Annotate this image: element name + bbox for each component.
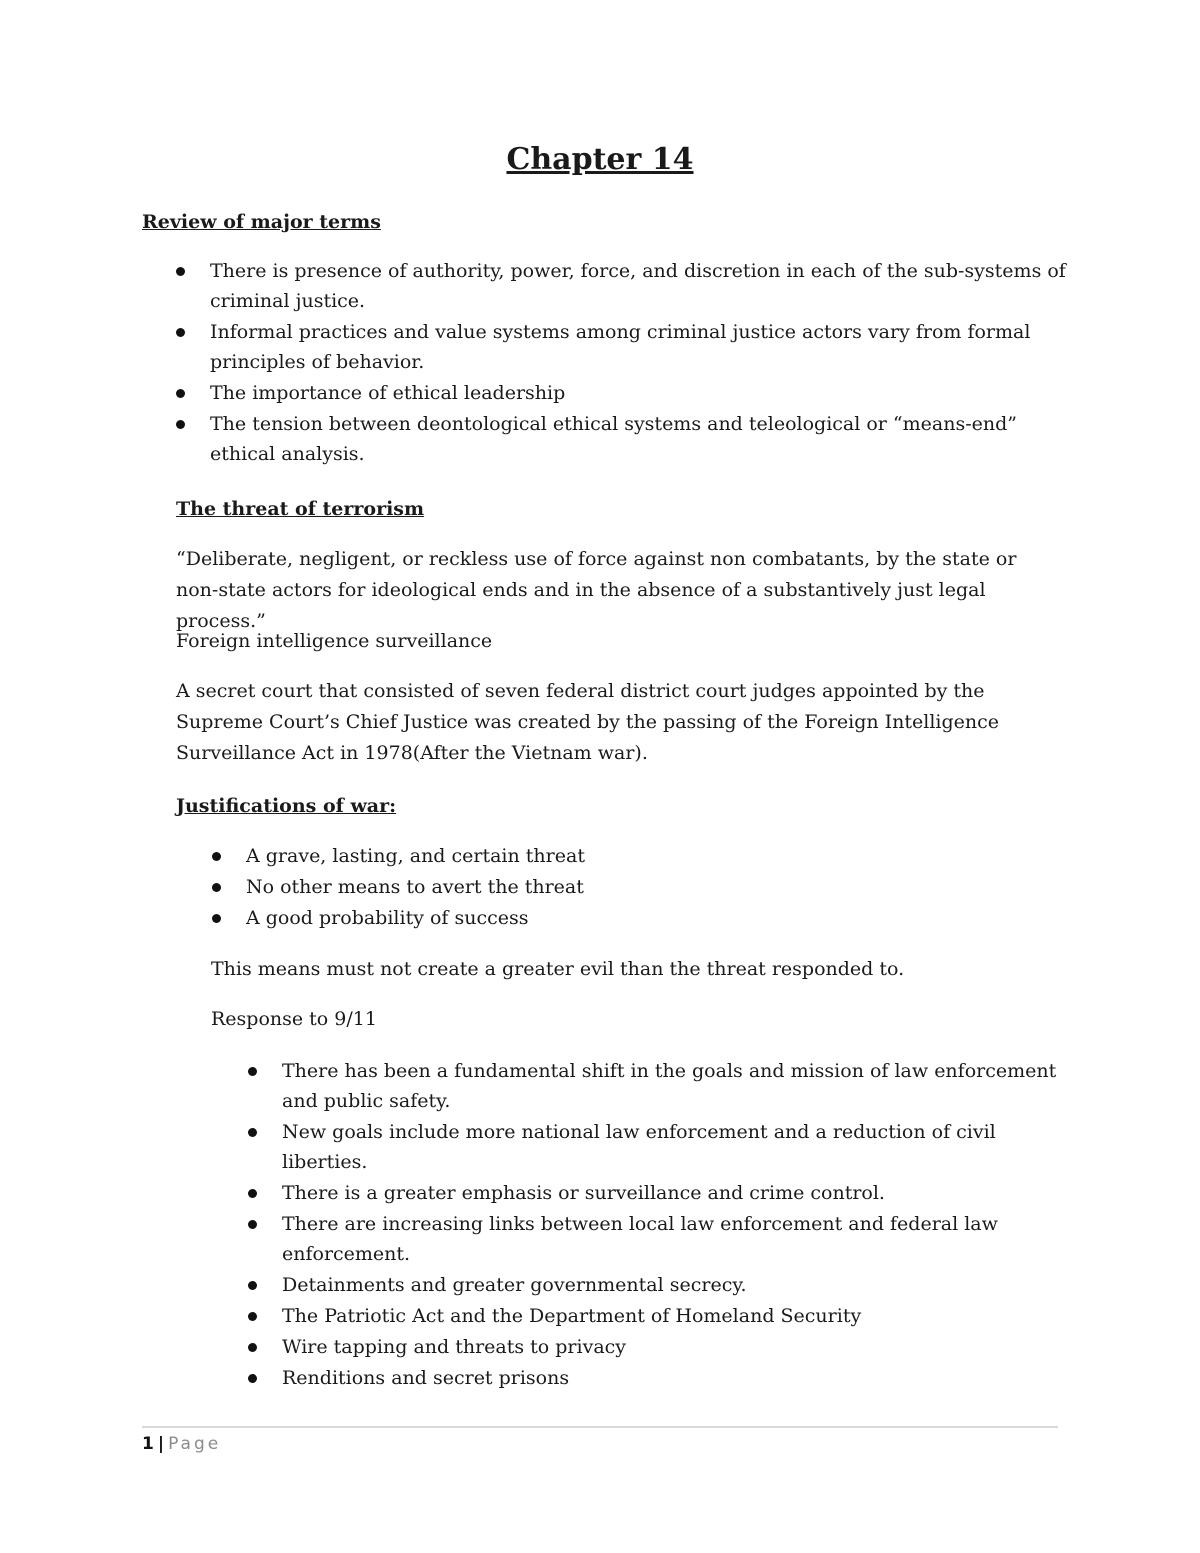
review-heading: Review of major terms <box>142 211 381 233</box>
war-list <box>246 841 1046 934</box>
response-heading: Response to 9/11 <box>211 1008 377 1030</box>
list-item: There is presence of authority, power, force, and discretion in each of the sub-systems of criminal justice. <box>210 256 1070 316</box>
footer-separator: | <box>157 1434 165 1454</box>
war-heading: Justifications of war: <box>176 795 397 817</box>
list-item: There is a greater emphasis or surveillance and crime control. <box>282 1178 1062 1208</box>
page-footer <box>142 1434 221 1454</box>
list-item: Renditions and secret prisons <box>282 1363 1062 1393</box>
list-item: A good probability of success <box>246 903 1046 933</box>
list-item: The importance of ethical leadership <box>210 378 1070 408</box>
list-item: There are increasing links between local law enforcement and federal law enforcement. <box>282 1209 1062 1269</box>
terrorism-definition: “Deliberate, negligent, or reckless use of force against non combatants, by the state or non-state actors for ideological ends and in the absence of a substantively just legal process.” <box>176 548 1017 632</box>
war-note: This means must not create a greater evil than the threat responded to. <box>211 958 905 980</box>
list-item: New goals include more national law enforcement and a reduction of civil liberties. <box>282 1117 1062 1177</box>
list-item: There has been a fundamental shift in the goals and mission of law enforcement and public safety. <box>282 1056 1062 1116</box>
list-item: Detainments and greater governmental secrecy. <box>282 1270 1062 1300</box>
page-label: Page <box>168 1434 222 1454</box>
page-title: Chapter 14 <box>506 142 694 177</box>
list-item: No other means to avert the threat <box>246 872 1046 902</box>
response-list <box>282 1056 1062 1394</box>
list-item: Wire tapping and threats to privacy <box>282 1332 1062 1362</box>
list-item: A grave, lasting, and certain threat <box>246 841 1046 871</box>
page-number: 1 <box>142 1434 154 1454</box>
review-list <box>210 256 1070 470</box>
list-item: The tension between deontological ethical systems and teleological or “means-end” ethical analysis. <box>210 409 1070 469</box>
surveillance-heading: Foreign intelligence surveillance <box>176 630 493 652</box>
footer-divider <box>142 1426 1058 1428</box>
list-item: The Patriotic Act and the Department of Homeland Security <box>282 1301 1062 1331</box>
surveillance-text: A secret court that consisted of seven federal district court judges appointed by the Supreme Court’s Chief Justice was created by the passing of the Foreign Intelligence Surveillance Act in 1978(After the Vietnam war). <box>176 680 1000 764</box>
terrorism-heading: The threat of terrorism <box>176 498 425 520</box>
list-item: Informal practices and value systems among criminal justice actors vary from formal principles of behavior. <box>210 317 1070 377</box>
